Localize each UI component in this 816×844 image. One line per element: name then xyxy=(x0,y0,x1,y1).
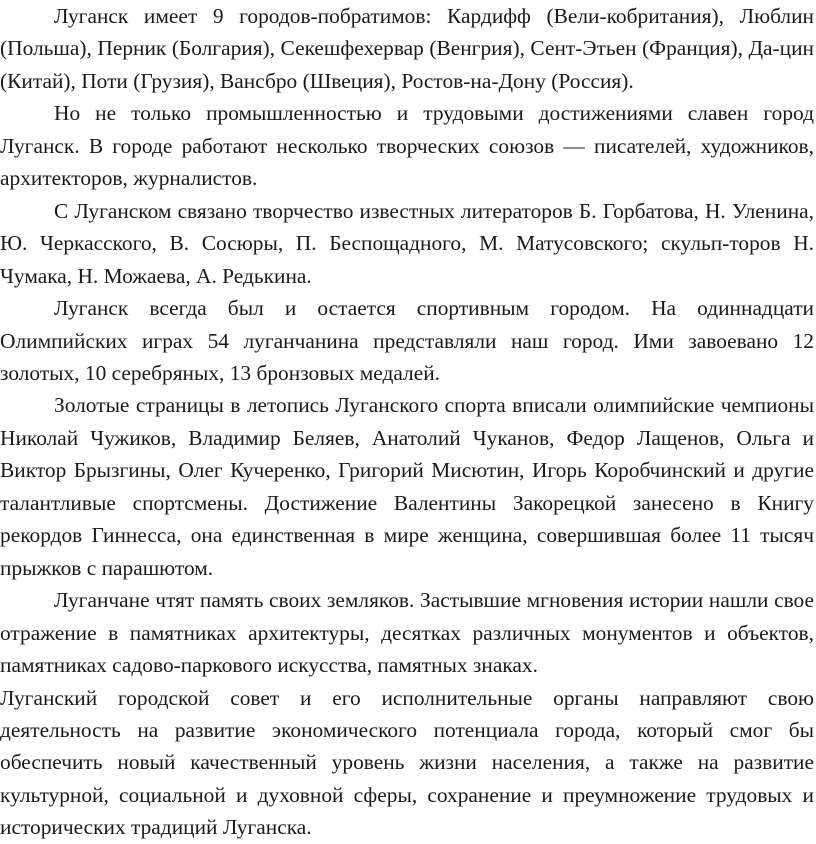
paragraph-twin-cities xyxy=(0,0,814,97)
paragraph-text: Но не только промышленностью и трудовыми достижениями славен город Луганск. В городе работают несколько творческих союзов — писателей, художников, архитекторов, журналистов. xyxy=(0,101,814,191)
paragraph-olympics xyxy=(0,292,814,389)
paragraph-text: Луганский городской совет и его исполнительные органы направляют свою деятельность на развитие экономического потенциала города, который смог бы обеспечить новый качественный уровень жизни населения, а также на развитие культурной, социальной и духовной сферы, сохранение и преумножение трудовых и исторических традиций Луганска. xyxy=(0,685,814,840)
paragraph-text: Золотые страницы в летопись Луганского спорта вписали олимпийские чемпионы Николай Чужиков, Владимир Беляев, Анатолий Чуканов, Федор Лащенов, Ольга и Виктор Брызгины, Олег Кучеренко, Григорий Мисютин, Игорь Коробчинский и другие талантливые спортсмены. Достижение Валентины Закорецкой занесено в Книгу рекордов Гиннесса, она единственная в мире женщина, совершившая более 11 тысяч прыжков с парашютом. xyxy=(0,393,814,580)
paragraph-literators xyxy=(0,195,814,292)
paragraph-memory xyxy=(0,584,814,681)
paragraph-text: Луганчане чтят память своих земляков. Застывшие мгновения истории нашли свое отражение в памятниках архитектуры, десятках различных монументов и объектов, памятниках садово-паркового искусства, памятных знаках. xyxy=(0,588,814,678)
paragraph-creative-unions xyxy=(0,97,814,194)
paragraph-text: С Луганском связано творчество известных литераторов Б. Горбатова, Н. Уленина, Ю. Черкасского, В. Сосюры, П. Беспощадного, М. Матусовского; скульп-торов Н. Чумака, Н. Можаева, А. Редькина. xyxy=(0,198,814,288)
paragraph-city-council xyxy=(0,682,814,844)
paragraph-text: Луганск имеет 9 городов-побратимов: Кардифф (Вели-кобритания), Люблин (Польша), Перник (Болгария), Секешфехервар (Венгрия), Сент-Этьен (Франция), Да-цин (Китай), Поти (Грузия), Вансбро (Швеция), Ростов-на-Дону (Россия). xyxy=(0,4,814,93)
paragraph-text: Луганск всегда был и остается спортивным городом. На одиннадцати Олимпийских играх 54 луганчанина представляли наш город. Ими завоевано 12 золотых, 10 серебряных, 13 бронзовых медалей. xyxy=(0,296,814,385)
paragraph-champions xyxy=(0,389,814,584)
